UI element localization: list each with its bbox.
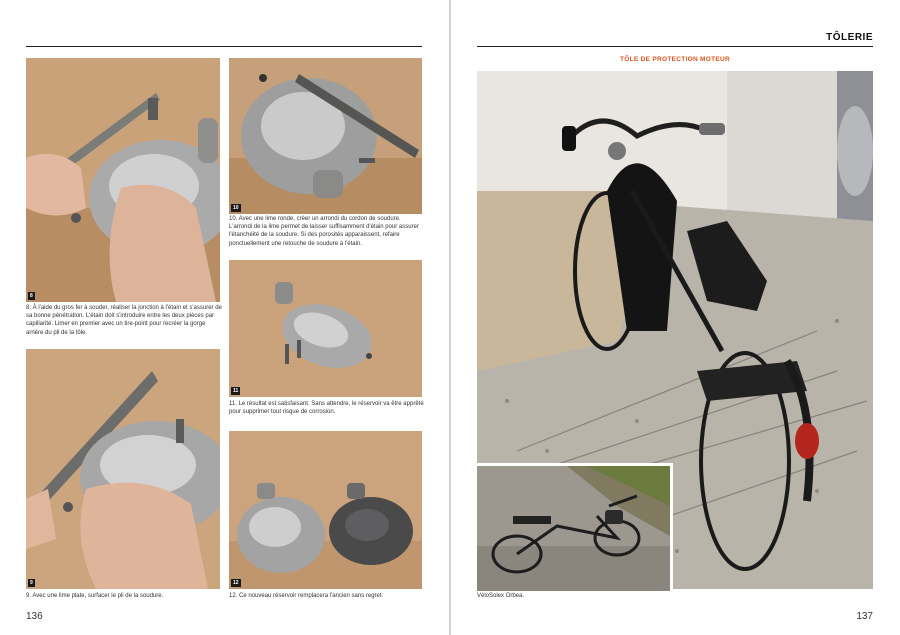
step-number-11: 11: [233, 388, 239, 394]
photo-step-9: [26, 349, 220, 589]
caption-step-12: 12. Ce nouveau réservoir remplacera l'ancien sans regret.: [229, 593, 384, 599]
chapter-heading: TÔLERIE: [826, 32, 873, 43]
photo-step-11: [229, 260, 422, 397]
right-page: [451, 0, 900, 635]
step-number-12: 12: [233, 580, 239, 586]
photo-step-8: [26, 58, 220, 302]
header-rule-right: [477, 46, 873, 47]
caption-step-9: 9. Avec une lime plate, surfacer le pli de la soudure.: [26, 593, 164, 599]
left-page: [0, 0, 449, 635]
caption-step-8: 8. À l'aide du gros fer à souder, réaliser la jonction à l'étain et s'assurer de sa bonne pénétration. L'étain doit s'introduire entre les deux pièces par capillarité. Limer en premier avec un tire-point pour recréer la gorge arrière du pli de la tôle.: [26, 305, 222, 336]
page-number-left: 136: [26, 611, 43, 622]
photo-step-12-image: [229, 431, 422, 589]
step-number-8: 8: [30, 293, 33, 299]
velosolex-inset-image: [477, 466, 670, 591]
caption-step-11: 11. Le résultat est satisfaisant. Sans attendre, le réservoir va être apprêté pour supprimer tout risque de corrosion.: [229, 401, 424, 416]
photo-step-10: [229, 58, 422, 214]
photo-step-10-image: [229, 58, 422, 214]
header-rule: [26, 46, 422, 47]
section-title: TÔLE DE PROTECTION MOTEUR: [619, 56, 731, 63]
caption-step-10: 10. Avec une lime ronde, créer un arrondi du cordon de soudure. L'arrondi de la lime permet de laisser suffisamment d'étain pour assurer l'étanchéité de la soudure. Si des porosités apparaissent, refaire ponctuellement une retouche de soudure à l'étain.: [229, 216, 419, 247]
step-number-10: 10: [233, 205, 239, 211]
photo-step-8-image: [26, 58, 220, 302]
photo-step-12: [229, 431, 422, 589]
page-number-right: 137: [856, 611, 873, 622]
photo-caption: VéloSolex Orbea.: [477, 593, 525, 599]
step-number-9: 9: [30, 580, 33, 586]
photo-step-11-image: [229, 260, 422, 397]
photo-velosolex-inset: [477, 463, 673, 591]
photo-step-9-image: [26, 349, 220, 589]
